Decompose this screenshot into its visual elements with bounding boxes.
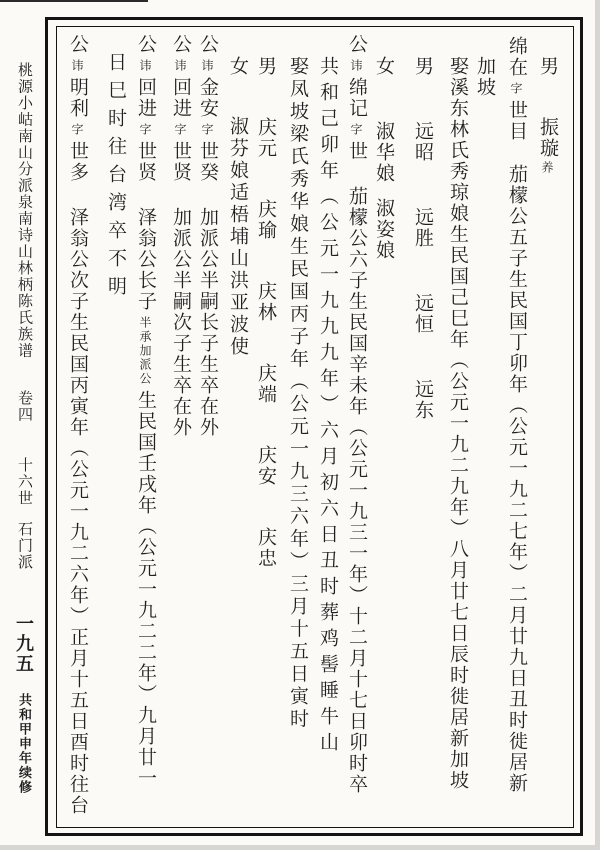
genealogy-text: 庆端: [255, 363, 276, 405]
genealogy-text: 远昭: [412, 121, 433, 163]
genealogy-text: 庆安: [255, 445, 276, 487]
column-entry-mianzai-wife: [445, 56, 469, 791]
genealogy-text: 茄檬公五子生民国丁卯年（公元一九二七年）二月廿九日丑时徙居新: [506, 164, 527, 794]
scan-artifact-top-line: [0, 0, 148, 2]
column-entry-mianzai-bio-cont: [472, 56, 496, 98]
page-number: 一九五: [14, 614, 34, 674]
annotation-text: 讳: [70, 59, 84, 73]
genealogy-text: 回进: [170, 77, 191, 119]
column-entry-huijin-zeweng-bio: [133, 34, 157, 789]
generation-label: 十六世: [16, 456, 32, 506]
genealogy-text: 公: [170, 34, 191, 55]
column-entry-mianzai-daughters: [371, 56, 395, 261]
genealogy-text: 金安: [197, 77, 218, 119]
genealogy-text: 庆林: [255, 281, 276, 323]
genealogy-text: 泽翁公次子生民国丙寅年（公元一九二六年）正月十五日酉时往台: [67, 207, 88, 816]
column-entry-mianji-bio: [344, 34, 368, 795]
column-entry-mianji-wife: [285, 56, 309, 731]
edition-note: 共和甲申年续修: [17, 693, 32, 795]
annotation-text: 讳: [200, 59, 214, 73]
genealogy-text: 公: [67, 34, 88, 55]
genealogy-text: 日巳时往台湾卒不明: [105, 52, 126, 304]
annotation-text: 字: [173, 123, 187, 137]
genealogy-text: 世多: [67, 141, 88, 183]
column-entry-jinan-bio: [195, 34, 219, 438]
genealogy-text: 男: [412, 56, 433, 77]
genealogy-text: 远胜: [412, 207, 433, 249]
genealogy-text: 淑姿娘: [373, 198, 394, 261]
annotation-text: 养: [540, 161, 554, 175]
genealogy-text: 淑芬娘适梧埔山洪亚波使: [227, 116, 248, 358]
column-entry-mianzai-bio: [504, 36, 528, 794]
column-entry-mianji-burial: [315, 56, 339, 758]
annotation-text: 字: [349, 123, 363, 137]
genealogy-text: 泽翁公长子: [135, 207, 156, 312]
annotation-text: 字: [138, 123, 152, 137]
annotation-text: 半承加派公: [138, 316, 152, 386]
genealogy-text: 明利: [67, 77, 88, 119]
annotation-text: 字: [509, 82, 523, 96]
volume-label: 卷四: [16, 390, 32, 424]
margin-label: [9, 62, 39, 795]
annotation-text: 讳: [138, 59, 152, 73]
genealogy-text: 娶凤坡梁氏秀华娘生民国丙子年（公元一九三六年）三月十五日寅时: [287, 56, 308, 731]
genealogy-text: 庆瑜: [255, 199, 276, 241]
genealogy-text: 加派公半嗣次子生卒在外: [170, 207, 191, 438]
genealogy-text: 男: [537, 56, 558, 77]
annotation-text: 字: [200, 123, 214, 137]
genealogy-text: 世贤: [135, 141, 156, 183]
annotation-text: 讳: [349, 59, 363, 73]
genealogy-text: 世: [346, 141, 367, 162]
genealogy-text: 振璇: [537, 117, 558, 159]
scan-artifact-bottom-edge: [0, 845, 600, 850]
annotation-text: 讳: [173, 59, 187, 73]
genealogy-text: 远恒: [412, 293, 433, 335]
column-entry-huijin-jiapai-bio: [168, 34, 192, 438]
genealogy-text: 茄檬公六子生民国辛未年（公元一九三一年）十二月十七日卯时卒: [346, 186, 367, 795]
genealogy-text: 加坡: [474, 56, 495, 98]
genealogy-text: 男: [255, 56, 276, 77]
book-title: 桃源小岵南山分派泉南诗山林柄陈氏族谱: [16, 62, 32, 359]
column-sons-zhenxuan: [535, 56, 559, 175]
scan-artifact-right-edge: [595, 0, 600, 850]
genealogy-text: 公: [197, 34, 218, 55]
genealogy-text: 公: [346, 34, 367, 55]
genealogy-text: 绵记: [346, 77, 367, 119]
genealogy-text: 生民国壬戌年（公元一九二二年）九月廿一: [135, 390, 156, 789]
column-entry-mianji-sons: [253, 56, 277, 569]
genealogy-text: 世贤: [170, 141, 191, 183]
annotation-text: 字: [70, 123, 84, 137]
column-entry-mianji-daughter: [225, 56, 249, 358]
column-entry-mianzai-sons: [410, 56, 434, 421]
genealogy-text: 公: [135, 34, 156, 55]
genealogy-text: 娶溪东林氏秀琼娘生民国己巳年（公元一九二九年）八月廿七日辰时徙居新加坡: [447, 56, 468, 791]
column-entry-huijin-zeweng-bio-cont: [103, 52, 127, 304]
genealogy-text: 绵在: [506, 36, 527, 78]
genealogy-text: 庆元: [255, 117, 276, 159]
genealogy-text: 回进: [135, 77, 156, 119]
genealogy-text: 加派公半嗣长子生卒在外: [197, 207, 218, 438]
branch-label: 石门派: [16, 521, 32, 571]
genealogy-text: 庆忠: [255, 527, 276, 569]
genealogy-text: 淑华娘: [373, 121, 394, 184]
genealogy-text: 世癸: [197, 141, 218, 183]
genealogy-text: 共和己卯年（公元一九九九年）六月初六日丑时葬鸡髻睡牛山: [317, 56, 338, 758]
genealogy-text: 女: [227, 56, 248, 78]
genealogy-text: 世目: [506, 100, 527, 142]
genealogy-text: 远东: [412, 379, 433, 421]
genealogy-text: 女: [373, 56, 394, 77]
column-entry-mingli-bio: [65, 34, 89, 816]
